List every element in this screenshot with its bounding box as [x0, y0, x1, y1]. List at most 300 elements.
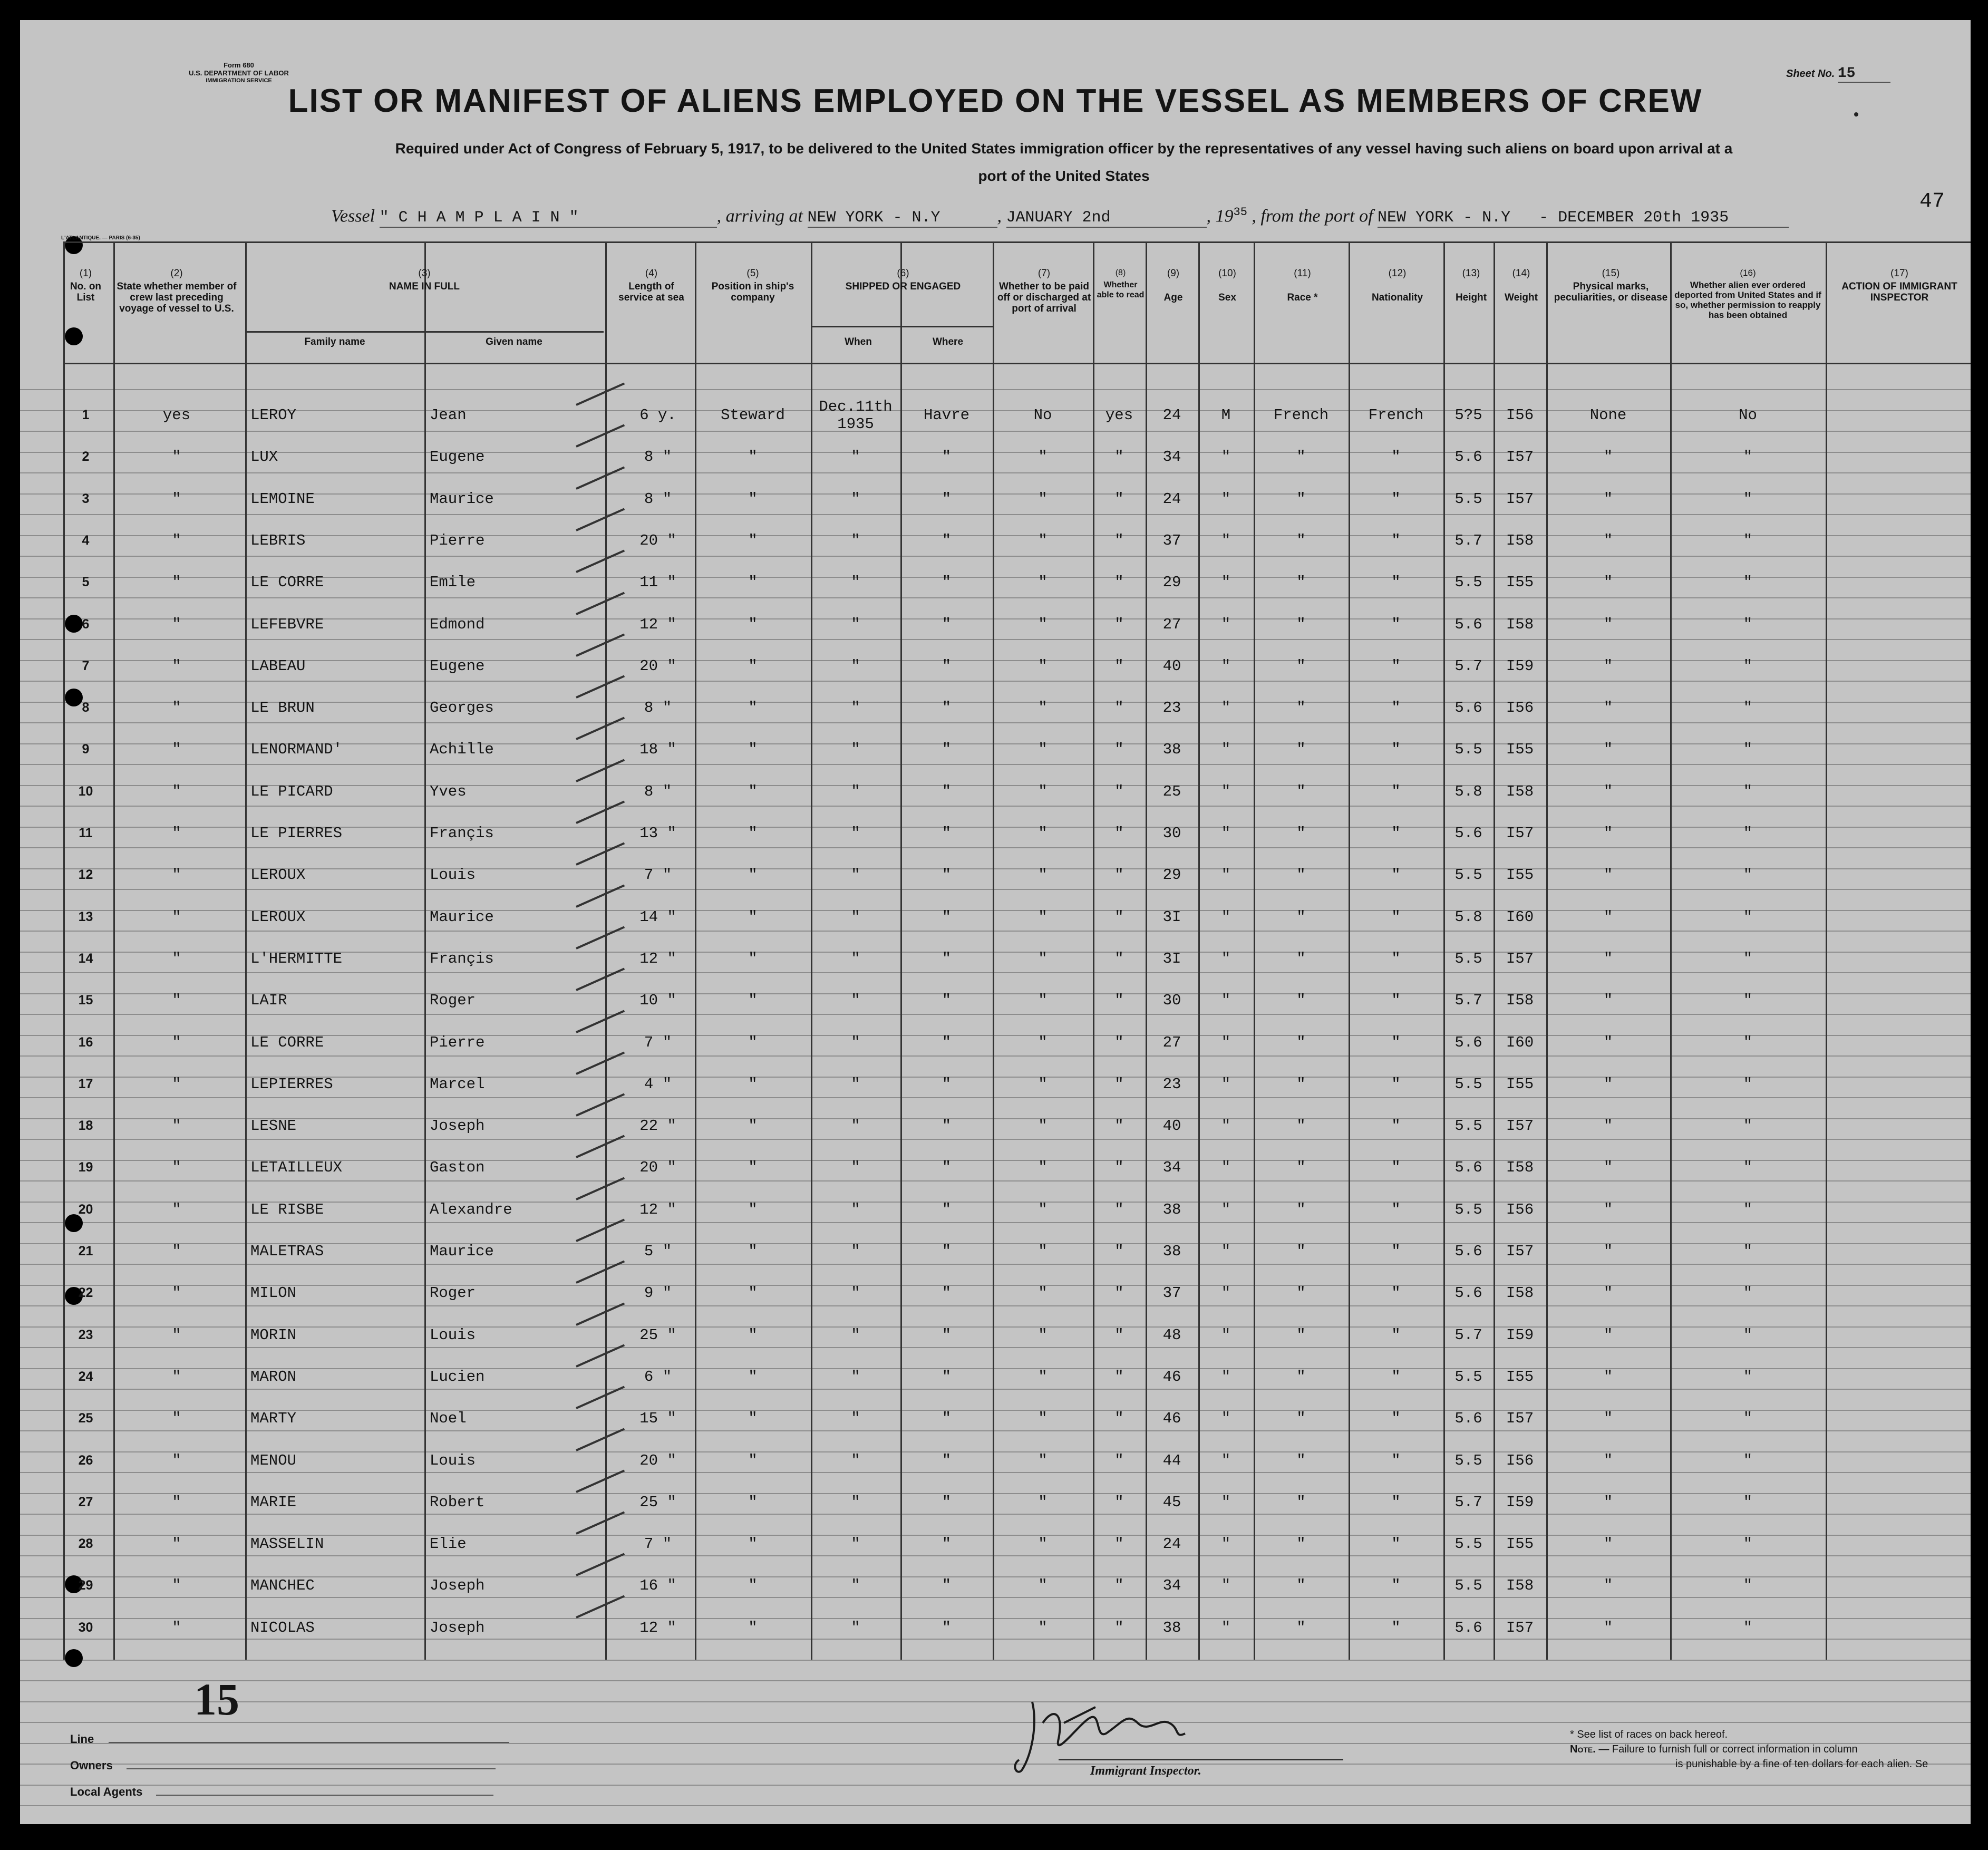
cell-position: " — [748, 448, 758, 466]
cell-list-number: 19 — [78, 1160, 93, 1175]
cell-nationality: " — [1391, 1326, 1401, 1344]
cell-shipped-where: " — [942, 574, 952, 591]
cell-list-number: 14 — [78, 951, 93, 966]
cell-paid-off: " — [1038, 1284, 1048, 1302]
vessel-label: Vessel — [331, 206, 375, 226]
cell-position: " — [748, 1034, 758, 1051]
cell-nationality: " — [1391, 950, 1401, 967]
cell-prior-voyage: yes — [162, 406, 191, 424]
cell-nationality: " — [1391, 1034, 1401, 1051]
cell-physical-marks: " — [1603, 574, 1613, 591]
cell-family-name: MILON — [250, 1284, 297, 1302]
cell-shipped-where: " — [942, 783, 952, 800]
cell-position: " — [748, 1326, 758, 1344]
cell-sex: " — [1221, 1452, 1231, 1469]
cell-height: 5.8 — [1454, 783, 1482, 800]
cell-age: 40 — [1162, 1117, 1181, 1135]
cell-shipped-where: " — [942, 1410, 952, 1427]
cell-sex: " — [1221, 1076, 1231, 1093]
cell-shipped-where: " — [942, 1494, 952, 1511]
cell-weight: I55 — [1506, 741, 1534, 758]
cell-position: " — [748, 532, 758, 549]
cell-sex: " — [1221, 1410, 1231, 1427]
cell-age: 34 — [1162, 1577, 1181, 1594]
cell-shipped-where: " — [942, 1243, 952, 1260]
note-text-2: is punishable by a fine of ten dollars for each alien. Se — [1675, 1758, 1928, 1770]
cell-nationality: French — [1368, 406, 1424, 424]
when-date: " — [851, 741, 860, 758]
cell-deported: " — [1743, 1619, 1753, 1636]
cell-given-name: Pierre — [430, 1034, 485, 1051]
cell-shipped-when — [811, 1356, 900, 1398]
cell-age: 29 — [1162, 574, 1181, 591]
cell-paid-off: " — [1038, 1243, 1048, 1260]
cell-able-to-read: " — [1114, 1076, 1124, 1093]
when-date: " — [851, 1243, 860, 1260]
table-row — [20, 1314, 1971, 1356]
cell-length-of-service: 25 " — [639, 1326, 676, 1344]
cell-age: 27 — [1162, 1034, 1181, 1051]
cell-weight: I57 — [1506, 1410, 1534, 1427]
cell-able-to-read: " — [1114, 1410, 1124, 1427]
cell-paid-off: " — [1038, 1117, 1048, 1135]
cell-physical-marks: " — [1603, 1410, 1613, 1427]
signature-caption: Immigrant Inspector. — [1090, 1764, 1201, 1778]
form-number: Form 680 — [224, 61, 254, 69]
note-text: Failure to furnish full or correct information in column — [1612, 1744, 1858, 1755]
subtitle-line-1: Required under Act of Congress of February 5, 1917, to be delivered to the United States immigration officer by the representatives of any vessel having such aliens on board upon arrival at a — [395, 140, 1733, 157]
ruled-line — [20, 1805, 1971, 1806]
cell-weight: I55 — [1506, 866, 1534, 884]
cell-length-of-service: 20 " — [639, 1452, 676, 1469]
cell-nationality: " — [1391, 1159, 1401, 1176]
cell-prior-voyage: " — [172, 992, 181, 1009]
cell-prior-voyage: " — [172, 950, 181, 967]
cell-height: 5.6 — [1454, 1159, 1482, 1176]
cell-nationality: " — [1391, 1368, 1401, 1386]
cell-paid-off: " — [1038, 992, 1048, 1009]
cell-prior-voyage: " — [172, 783, 181, 800]
cell-length-of-service: 12 " — [639, 616, 676, 633]
cell-list-number: 25 — [78, 1411, 93, 1426]
cell-race: " — [1296, 741, 1306, 758]
cell-paid-off: " — [1038, 866, 1048, 884]
cell-able-to-read: " — [1114, 1535, 1124, 1553]
cell-weight: I58 — [1506, 1159, 1534, 1176]
cell-position: " — [748, 616, 758, 633]
cell-race: French — [1273, 406, 1329, 424]
cell-able-to-read: yes — [1105, 406, 1133, 424]
cell-deported: No — [1739, 406, 1757, 424]
cell-paid-off: " — [1038, 574, 1048, 591]
arriving-port: NEW YORK - N.Y — [808, 209, 997, 228]
cell-race: " — [1296, 1117, 1306, 1135]
ruled-line — [20, 1660, 1971, 1661]
cell-height: 5.5 — [1454, 866, 1482, 884]
owners-label: Owners — [70, 1759, 113, 1772]
cell-sex: " — [1221, 908, 1231, 926]
when-date: " — [851, 657, 860, 675]
table-rule — [811, 326, 993, 327]
cell-length-of-service: 11 " — [639, 574, 676, 591]
cell-length-of-service: 9 " — [644, 1284, 672, 1302]
cell-shipped-where: " — [942, 699, 952, 716]
cell-height: 5.7 — [1454, 1326, 1482, 1344]
cell-able-to-read: " — [1114, 908, 1124, 926]
cell-shipped-where: " — [942, 1535, 952, 1553]
cell-shipped-where: Havre — [923, 406, 969, 424]
table-row — [20, 1523, 1971, 1565]
header-family-name: Family name — [304, 336, 365, 347]
cell-family-name: LAIR — [250, 992, 287, 1009]
cell-race: " — [1296, 783, 1306, 800]
cell-physical-marks: " — [1603, 1284, 1613, 1302]
cell-paid-off: " — [1038, 1577, 1048, 1594]
cell-paid-off: " — [1038, 448, 1048, 466]
cell-weight: I60 — [1506, 908, 1534, 926]
cell-nationality: " — [1391, 616, 1401, 633]
cell-given-name: Pierre — [430, 532, 485, 549]
cell-weight: I57 — [1506, 1117, 1534, 1135]
cell-sex: " — [1221, 1577, 1231, 1594]
when-date: " — [851, 1452, 860, 1469]
cell-able-to-read: " — [1114, 992, 1124, 1009]
when-date: " — [851, 1410, 860, 1427]
cell-race: " — [1296, 908, 1306, 926]
local-agents-field — [70, 1785, 493, 1799]
cell-sex: " — [1221, 866, 1231, 884]
cell-able-to-read: " — [1114, 1243, 1124, 1260]
cell-height: 5.6 — [1454, 448, 1482, 466]
cell-family-name: MASSELIN — [250, 1535, 324, 1553]
vessel-name: " C H A M P L A I N " — [380, 209, 717, 228]
cell-weight: I57 — [1506, 825, 1534, 842]
cell-position: " — [748, 1535, 758, 1553]
cell-shipped-when — [811, 771, 900, 812]
table-row — [20, 1105, 1971, 1147]
cell-shipped-where: " — [942, 490, 952, 508]
cell-position: " — [748, 1159, 758, 1176]
cell-shipped-when — [811, 1481, 900, 1523]
cell-prior-voyage: " — [172, 657, 181, 675]
when-date: " — [851, 1535, 860, 1553]
table-row — [20, 1272, 1971, 1314]
cell-height: 5.7 — [1454, 532, 1482, 549]
cell-physical-marks: " — [1603, 1034, 1613, 1051]
cell-race: " — [1296, 1410, 1306, 1427]
cell-nationality: " — [1391, 1410, 1401, 1427]
cell-family-name: LE RISBE — [250, 1201, 324, 1218]
cell-list-number: 28 — [78, 1536, 93, 1551]
cell-length-of-service: 12 " — [639, 1619, 676, 1636]
cell-given-name: Maurice — [430, 490, 494, 508]
cell-able-to-read: " — [1114, 783, 1124, 800]
cell-deported: " — [1743, 490, 1753, 508]
cell-race: " — [1296, 1159, 1306, 1176]
cell-list-number: 13 — [78, 909, 93, 924]
cell-paid-off: " — [1038, 657, 1048, 675]
cell-weight: I58 — [1506, 1284, 1534, 1302]
cell-nationality: " — [1391, 741, 1401, 758]
cell-paid-off: " — [1038, 1452, 1048, 1469]
cell-given-name: Yves — [430, 783, 467, 800]
when-date: " — [851, 992, 860, 1009]
cell-deported: " — [1743, 616, 1753, 633]
header-physical-marks: (15) Physical marks, peculiarities, or disease — [1554, 268, 1668, 303]
cell-shipped-when — [811, 520, 900, 561]
cell-position: " — [748, 741, 758, 758]
cell-prior-voyage: " — [172, 1076, 181, 1093]
subtitle-line-2: port of the United States — [978, 168, 1150, 184]
cell-shipped-when — [811, 687, 900, 729]
cell-physical-marks: " — [1603, 448, 1613, 466]
cell-shipped-where: " — [942, 532, 952, 549]
cell-given-name: Françis — [430, 950, 494, 967]
when-date: " — [851, 1159, 860, 1176]
cell-given-name: Joseph — [430, 1577, 485, 1594]
cell-weight: I58 — [1506, 616, 1534, 633]
table-rule — [245, 331, 604, 333]
cell-list-number: 30 — [78, 1620, 93, 1635]
cell-height: 5.5 — [1454, 574, 1482, 591]
cell-family-name: LEMOINE — [250, 490, 315, 508]
cell-list-number: 4 — [82, 533, 90, 548]
cell-prior-voyage: " — [172, 532, 181, 549]
printer-mark: L'ATLANTIQUE. — PARIS (6-35) — [61, 235, 140, 241]
cell-given-name: Achille — [430, 741, 494, 758]
cell-prior-voyage: " — [172, 490, 181, 508]
cell-deported: " — [1743, 699, 1753, 716]
cell-race: " — [1296, 657, 1306, 675]
cell-sex: " — [1221, 1201, 1231, 1218]
cell-position: " — [748, 866, 758, 884]
sheet-number-field — [1786, 65, 1890, 83]
cell-prior-voyage: " — [172, 1535, 181, 1553]
cell-height: 5.7 — [1454, 992, 1482, 1009]
cell-age: 23 — [1162, 699, 1181, 716]
cell-position: " — [748, 1284, 758, 1302]
cell-shipped-where: " — [942, 1368, 952, 1386]
cell-able-to-read: " — [1114, 657, 1124, 675]
cell-family-name: MARON — [250, 1368, 297, 1386]
cell-prior-voyage: " — [172, 1326, 181, 1344]
cell-list-number: 23 — [78, 1328, 93, 1342]
header-where: Where — [932, 336, 964, 347]
cell-deported: " — [1743, 1159, 1753, 1176]
cell-race: " — [1296, 490, 1306, 508]
cell-age: 46 — [1162, 1410, 1181, 1427]
cell-family-name: LEROY — [250, 406, 297, 424]
cell-age: 38 — [1162, 1243, 1181, 1260]
cell-length-of-service: 16 " — [639, 1577, 676, 1594]
cell-position: " — [748, 1410, 758, 1427]
cell-deported: " — [1743, 950, 1753, 967]
table-row — [20, 1356, 1971, 1398]
cell-shipped-when — [811, 394, 900, 436]
footer-notes — [1570, 1727, 1928, 1771]
cell-age: 46 — [1162, 1368, 1181, 1386]
cell-nationality: " — [1391, 1452, 1401, 1469]
ruled-line — [20, 389, 1971, 390]
table-row — [20, 729, 1971, 770]
cell-shipped-where: " — [942, 866, 952, 884]
cell-physical-marks: " — [1603, 783, 1613, 800]
cell-age: 3I — [1162, 950, 1181, 967]
cell-age: 34 — [1162, 448, 1181, 466]
when-date: " — [851, 616, 860, 633]
cell-able-to-read: " — [1114, 1117, 1124, 1135]
cell-shipped-when — [811, 478, 900, 520]
cell-sex: " — [1221, 1243, 1231, 1260]
cell-length-of-service: 14 " — [639, 908, 676, 926]
cell-shipped-where: " — [942, 448, 952, 466]
cell-shipped-where: " — [942, 1452, 952, 1469]
cell-list-number: 11 — [79, 826, 93, 840]
cell-position: " — [748, 1117, 758, 1135]
cell-nationality: " — [1391, 783, 1401, 800]
cell-age: 38 — [1162, 741, 1181, 758]
service-name: IMMIGRATION SERVICE — [206, 78, 272, 84]
table-row — [20, 687, 1971, 729]
cell-able-to-read: " — [1114, 950, 1124, 967]
page-subtitle — [194, 135, 1934, 190]
cell-sex: " — [1221, 574, 1231, 591]
table-row — [20, 1147, 1971, 1188]
header-given-name: Given name — [486, 336, 542, 347]
cell-race: " — [1296, 1452, 1306, 1469]
cell-given-name: Gaston — [430, 1159, 485, 1176]
cell-given-name: Maurice — [430, 908, 494, 926]
sheet-number: 15 — [1838, 65, 1890, 83]
cell-prior-voyage: " — [172, 1201, 181, 1218]
cell-shipped-when — [811, 1063, 900, 1105]
cell-deported: " — [1743, 1201, 1753, 1218]
cell-able-to-read: " — [1114, 1619, 1124, 1636]
when-date: " — [851, 1326, 860, 1344]
arriving-label: , arriving at — [716, 206, 803, 226]
cell-shipped-where: " — [942, 950, 952, 967]
cell-age: 37 — [1162, 1284, 1181, 1302]
table-row — [20, 1440, 1971, 1481]
cell-prior-voyage: " — [172, 616, 181, 633]
cell-shipped-when — [811, 896, 900, 938]
cell-shipped-when — [811, 854, 900, 896]
cell-deported: " — [1743, 1494, 1753, 1511]
cell-nationality: " — [1391, 825, 1401, 842]
cell-nationality: " — [1391, 1076, 1401, 1093]
cell-height: 5.6 — [1454, 825, 1482, 842]
cell-physical-marks: " — [1603, 950, 1613, 967]
cell-height: 5.5 — [1454, 741, 1482, 758]
cell-height: 5?5 — [1454, 406, 1482, 424]
cell-shipped-when — [811, 1105, 900, 1147]
cell-length-of-service: 25 " — [639, 1494, 676, 1511]
cell-age: 3I — [1162, 908, 1181, 926]
table-row — [20, 1022, 1971, 1063]
cell-physical-marks: " — [1603, 1535, 1613, 1553]
cell-position: " — [748, 908, 758, 926]
cell-race: " — [1296, 1243, 1306, 1260]
cell-given-name: Emile — [430, 574, 476, 591]
cell-paid-off: " — [1038, 1494, 1048, 1511]
cell-length-of-service: 20 " — [639, 657, 676, 675]
when-date: " — [851, 1494, 860, 1511]
cell-position: " — [748, 490, 758, 508]
cell-sex: " — [1221, 532, 1231, 549]
cell-nationality: " — [1391, 992, 1401, 1009]
cell-family-name: MENOU — [250, 1452, 297, 1469]
from-port: NEW YORK - N.Y - DECEMBER 20th 1935 — [1378, 209, 1789, 228]
table-row — [20, 812, 1971, 854]
cell-shipped-when — [811, 1189, 900, 1231]
cell-given-name: Roger — [430, 1284, 476, 1302]
cell-height: 5.5 — [1454, 1117, 1482, 1135]
cell-physical-marks: " — [1603, 1243, 1613, 1260]
cell-able-to-read: " — [1114, 448, 1124, 466]
cell-list-number: 3 — [82, 491, 90, 506]
cell-length-of-service: 5 " — [644, 1243, 672, 1260]
cell-deported: " — [1743, 574, 1753, 591]
cell-list-number: 9 — [82, 742, 90, 757]
table-row — [20, 1607, 1971, 1649]
cell-weight: I59 — [1506, 1326, 1534, 1344]
cell-deported: " — [1743, 1326, 1753, 1344]
cell-shipped-when — [811, 938, 900, 980]
cell-paid-off: " — [1038, 950, 1048, 967]
cell-deported: " — [1743, 1410, 1753, 1427]
cell-sex: " — [1221, 616, 1231, 633]
cell-paid-off: " — [1038, 699, 1048, 716]
cell-family-name: LE PICARD — [250, 783, 333, 800]
cell-sex: " — [1221, 1619, 1231, 1636]
cell-length-of-service: 13 " — [639, 825, 676, 842]
cell-age: 23 — [1162, 1076, 1181, 1093]
cell-shipped-when — [811, 1523, 900, 1565]
cell-shipped-where: " — [942, 825, 952, 842]
cell-physical-marks: " — [1603, 1117, 1613, 1135]
table-row — [20, 896, 1971, 938]
cell-shipped-where: " — [942, 1117, 952, 1135]
cell-deported: " — [1743, 532, 1753, 549]
cell-prior-voyage: " — [172, 574, 181, 591]
cell-race: " — [1296, 825, 1306, 842]
cell-able-to-read: " — [1114, 1284, 1124, 1302]
when-date: " — [851, 783, 860, 800]
cell-list-number: 24 — [78, 1369, 93, 1384]
cell-given-name: Joseph — [430, 1619, 485, 1636]
cell-physical-marks: " — [1603, 1494, 1613, 1511]
cell-nationality: " — [1391, 574, 1401, 591]
cell-nationality: " — [1391, 1535, 1401, 1553]
header-length-of-service: (4) Length of service at sea — [618, 268, 684, 303]
cell-position: " — [748, 1201, 758, 1218]
cell-weight: I58 — [1506, 1577, 1534, 1594]
cell-physical-marks: " — [1603, 992, 1613, 1009]
cell-deported: " — [1743, 1243, 1753, 1260]
cell-length-of-service: 8 " — [644, 783, 672, 800]
cell-physical-marks: " — [1603, 657, 1613, 675]
cell-deported: " — [1743, 448, 1753, 466]
cell-given-name: Georges — [430, 699, 494, 716]
cell-prior-voyage: " — [172, 1619, 181, 1636]
cell-race: " — [1296, 616, 1306, 633]
cell-position: " — [748, 574, 758, 591]
cell-sex: " — [1221, 490, 1231, 508]
cell-weight: I55 — [1506, 1535, 1534, 1553]
cell-nationality: " — [1391, 1494, 1401, 1511]
cell-length-of-service: 6 " — [644, 1368, 672, 1386]
cell-family-name: MALETRAS — [250, 1243, 324, 1260]
